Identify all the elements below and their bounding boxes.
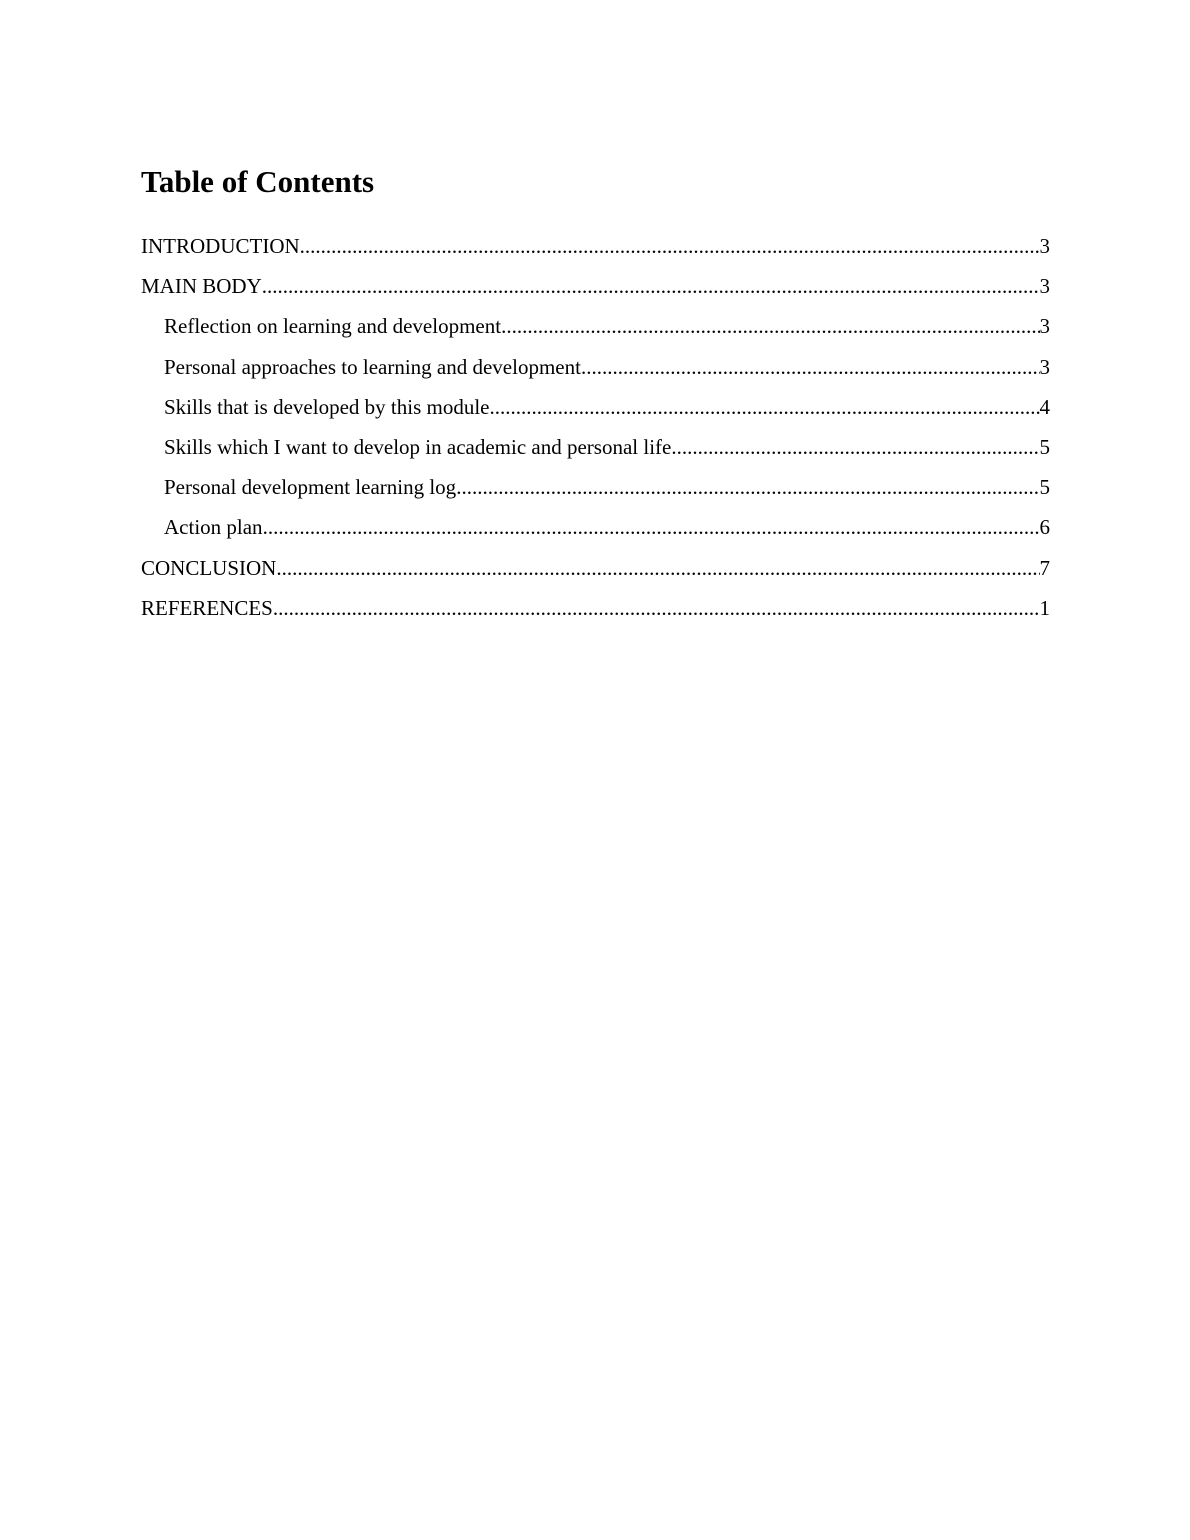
toc-entry-label: MAIN BODY (141, 274, 262, 299)
toc-entry-references[interactable] (141, 588, 1050, 628)
toc-entry-conclusion[interactable] (141, 548, 1050, 588)
toc-page-number: 4 (1039, 394, 1050, 419)
toc-entry-introduction[interactable] (141, 226, 1050, 266)
toc-heading: Table of Contents (141, 164, 375, 199)
toc-entry-label: CONCLUSION (141, 555, 277, 580)
toc-dot-leader (273, 588, 1040, 628)
toc-entry-skills-developed[interactable] (141, 387, 1050, 427)
toc-entry-main-body[interactable] (141, 266, 1050, 306)
toc-page-number: 7 (1039, 555, 1050, 580)
toc-entry-label: Personal development learning log (164, 475, 457, 500)
toc-dot-leader (300, 226, 1040, 266)
toc-dot-leader (262, 266, 1040, 306)
toc-entry-label: Skills which I want to develop in academic and personal life (164, 434, 672, 459)
toc-entry-skills-to-develop[interactable] (141, 427, 1050, 467)
toc-entry-label: INTRODUCTION (141, 234, 300, 258)
toc-dot-leader (581, 347, 1040, 387)
toc-page-number: 3 (1039, 234, 1050, 258)
toc-page-number: 3 (1039, 314, 1050, 339)
toc-entry-personal-approaches[interactable] (141, 347, 1050, 387)
toc-page-number: 3 (1039, 354, 1050, 379)
toc-entry-label: Personal approaches to learning and development (164, 354, 581, 379)
toc-entry-label: Skills that is developed by this module (164, 394, 490, 419)
toc-dot-leader (456, 467, 1039, 507)
toc-entry-label: Action plan (164, 515, 263, 540)
toc-page-number: 5 (1039, 475, 1050, 500)
toc-entry-reflection[interactable] (141, 306, 1050, 346)
toc-dot-leader (263, 507, 1040, 547)
toc-dot-leader (501, 306, 1039, 346)
toc-page-number: 6 (1039, 515, 1050, 540)
toc-page-number: 5 (1039, 434, 1050, 459)
toc-entry-label: REFERENCES (141, 595, 273, 620)
toc-entry-label: Reflection on learning and development (164, 314, 502, 339)
toc-dot-leader (671, 427, 1039, 467)
toc-entry-action-plan[interactable] (141, 507, 1050, 547)
toc-page-number: 1 (1039, 595, 1050, 620)
toc-dot-leader (489, 387, 1039, 427)
toc-list (141, 226, 1050, 628)
toc-entry-learning-log[interactable] (141, 467, 1050, 507)
toc-page-number: 3 (1039, 274, 1050, 299)
table-of-contents (141, 162, 1050, 628)
toc-dot-leader (276, 548, 1039, 588)
